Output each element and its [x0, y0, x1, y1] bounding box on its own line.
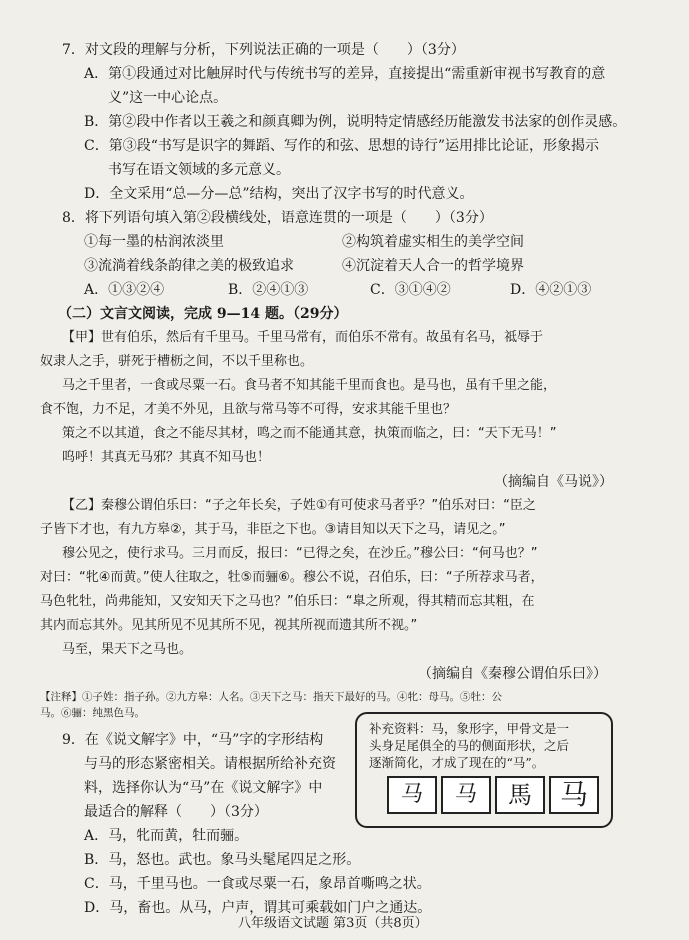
notes-line-2: 马。⑥骊：纯黑色马。 [40, 707, 145, 719]
q8-option-c: C．③①④② [370, 282, 451, 298]
supplement-box [355, 712, 613, 828]
q9-stem-1: 9．在《说文解字》中，“马”字的字形结构 [62, 732, 324, 748]
glyph-oracle-bone: 马 [387, 776, 437, 814]
supplement-line-3: 逐渐简化，才成了现在的“马”。 [369, 755, 545, 770]
yi-line-4: 对曰：“牝④而黄。”使人往取之，牡⑤而骊⑥。穆公不说，召伯乐，曰：“子所荐求马者， [40, 570, 544, 585]
glyph-traditional: 馬 [495, 776, 545, 814]
q7-option-d: D．全文采用“总—分—总”结构，突出了汉字书写的时代意义。 [84, 186, 474, 202]
q8-sentence-4: ④沉淀着天人合一的哲学境界 [342, 258, 524, 274]
jia-line-6: 呜呼！其真无马邪？其真不知马也！ [62, 450, 271, 465]
q8-option-d: D．④②①③ [510, 282, 592, 298]
q7-option-c-cont: 书写在语文领域的多元意义。 [108, 162, 290, 178]
yi-line-6: 其内而忘其外。见其所见不见其所不见，视其所视而遗其所不视。” [40, 618, 418, 633]
notes-line-1: 【注释】①子姓：指子孙。②九方皋：人名。③天下之马：指天下最好的马。④牝：母马。⑤牡：公 [40, 691, 502, 703]
q8-sentence-2: ②构筑着虚实相生的美学空间 [342, 234, 524, 250]
q9-stem-2: 与马的形态紧密相关。请根据所给补充资 [84, 756, 336, 772]
jia-line-3: 马之千里者，一食或尽粟一石。食马者不知其能千里而食也。是马也，虽有千里之能， [62, 378, 557, 393]
supplement-line-1: 补充资料：马，象形字，甲骨文是一 [369, 721, 570, 736]
q9-option-a: A．马，牝而黄，牡而骊。 [84, 828, 249, 844]
q9-option-c: C．马，千里马也。一食或尽粟一石，象昂首嘶鸣之状。 [84, 876, 431, 892]
q7-stem: 7．对文段的理解与分析，下列说法正确的一项是（ ）（3分） [62, 42, 465, 58]
q7-option-c: C．第③段“书写是识字的舞蹈、写作的和弦、思想的诗行”运用排比论证，形象揭示 [84, 138, 600, 154]
q8-sentence-1: ①每一墨的枯润浓淡里 [84, 234, 224, 250]
q8-option-a: A．①③②④ [84, 282, 165, 298]
yi-line-5: 马色牝牡，尚弗能知，又安知天下之马也？”伯乐曰：“臯之所观，得其精而忘其粗，在 [40, 594, 535, 609]
q8-option-b: B．②④①③ [228, 282, 309, 298]
jia-line-2: 奴隶人之手，骈死于槽枥之间，不以千里称也。 [40, 354, 314, 369]
q9-stem-4: 最适合的解释（ ）（3分） [84, 804, 268, 820]
jia-line-5: 策之不以其道，食之不能尽其材，鸣之而不能通其意，执策而临之，曰：“天下无马！” [62, 426, 557, 441]
q9-option-b: B．马，怒也。武也。象马头髦尾四足之形。 [84, 852, 361, 868]
jia-source: （摘编自《马说》） [494, 474, 613, 490]
page-footer: 八年级语文试题 第3页（共8页） [238, 916, 428, 931]
glyph-simplified: 马 [549, 776, 599, 814]
yi-line-3: 穆公见之，使行求马。三月而反，报曰：“已得之矣，在沙丘。”穆公曰：“何马也？” [62, 546, 538, 561]
yi-line-7: 马至，果天下之马也。 [62, 642, 193, 657]
q7-option-a-cont: 义”这一中心论点。 [108, 90, 228, 106]
q7-option-b: B．第②段中作者以王羲之和颜真卿为例，说明特定情感经历能激发书法家的创作灵感。 [84, 114, 627, 130]
q9-option-d: D．马，畜也。从马，户声，谓其可乘载如门户之通达。 [84, 900, 432, 916]
yi-line-2: 子皆下才也，有九方皋②，其于马，非臣之下也。③请目知以天下之马，请见之。” [40, 522, 506, 537]
yi-source: （摘编自《秦穆公谓伯乐曰》） [418, 666, 607, 682]
yi-line-1: 【乙】秦穆公谓伯乐曰：“子之年长矣，子姓①有可使求马者乎？”伯乐对曰：“臣之 [62, 498, 536, 513]
glyph-bronze: 马 [441, 776, 491, 814]
jia-line-4: 食不饱，力不足，才美不外见，且欲与常马等不可得，安求其能千里也？ [40, 402, 457, 417]
q9-stem-3: 料，选择你认为“马”在《说文解字》中 [84, 780, 323, 796]
q8-stem: 8．将下列语句填入第②段横线处，语意连贯的一项是（ ）（3分） [62, 210, 493, 226]
supplement-line-2: 头身足尾俱全的马的侧面形状，之后 [369, 738, 570, 753]
q7-option-a: A．第①段通过对比触屏时代与传统书写的差异，直接提出“需重新审视书写教育的意 [84, 66, 606, 82]
jia-line-1: 【甲】世有伯乐，然后有千里马。千里马常有，而伯乐不常有。故虽有名马，祗辱于 [62, 330, 544, 345]
q8-sentence-3: ③流淌着线条韵律之美的极致追求 [84, 258, 294, 274]
section-heading: （二）文言文阅读，完成 9—14 题。（29分） [58, 306, 348, 322]
